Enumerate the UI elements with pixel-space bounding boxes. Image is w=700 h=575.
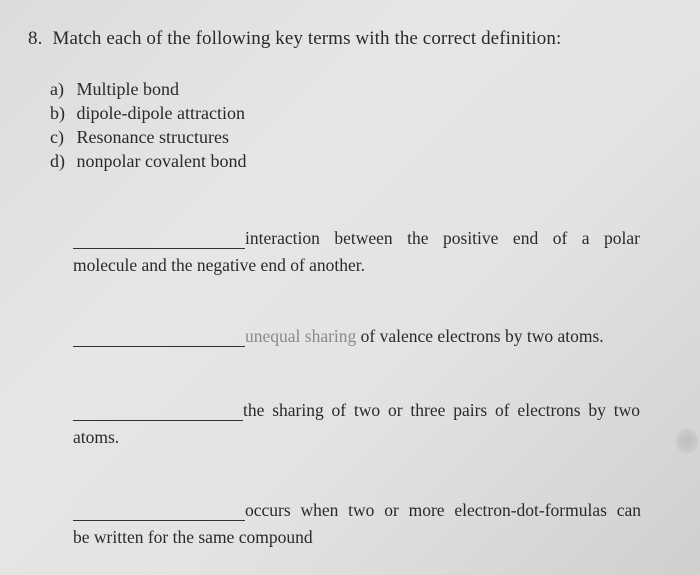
term-list	[50, 77, 246, 173]
definition-text: occurs when two or more electron-dot-formulas can	[245, 500, 641, 520]
question-text: Match each of the following key terms with the correct definition:	[52, 28, 562, 49]
term-label: Multiple bond	[76, 79, 179, 99]
definition-item	[73, 326, 604, 347]
term-letter: c)	[50, 127, 64, 147]
definition-item	[73, 400, 640, 448]
term-letter: b)	[50, 103, 65, 123]
definition-item	[73, 500, 641, 548]
question-heading	[28, 28, 561, 50]
definition-continuation: be written for the same compound	[73, 527, 313, 547]
question-number: 8.	[28, 28, 43, 49]
definition-text-rest: of valence electrons by two atoms.	[356, 326, 604, 346]
answer-blank[interactable]	[73, 502, 245, 521]
term-item	[50, 101, 246, 125]
term-label: nonpolar covalent bond	[76, 151, 247, 171]
term-item	[50, 149, 246, 173]
paper-smudge	[676, 428, 698, 454]
term-item	[50, 125, 246, 149]
definition-text-faded: unequal sharing	[245, 326, 357, 346]
definition-continuation: atoms.	[73, 427, 120, 447]
term-label: dipole-dipole attraction	[76, 103, 245, 123]
definition-continuation: molecule and the negative end of another.	[73, 255, 366, 275]
definition-text	[245, 326, 604, 347]
definition-text: the sharing of two or three pairs of electrons by two	[243, 400, 640, 420]
term-label: Resonance structures	[76, 127, 229, 147]
answer-blank[interactable]	[73, 402, 243, 421]
term-letter: d)	[50, 151, 65, 171]
answer-blank[interactable]	[73, 328, 245, 347]
definition-text: interaction between the positive end of a polar	[245, 228, 640, 248]
term-letter: a)	[50, 79, 64, 99]
term-item	[50, 77, 246, 101]
definition-item	[73, 228, 640, 276]
answer-blank[interactable]	[73, 230, 245, 249]
